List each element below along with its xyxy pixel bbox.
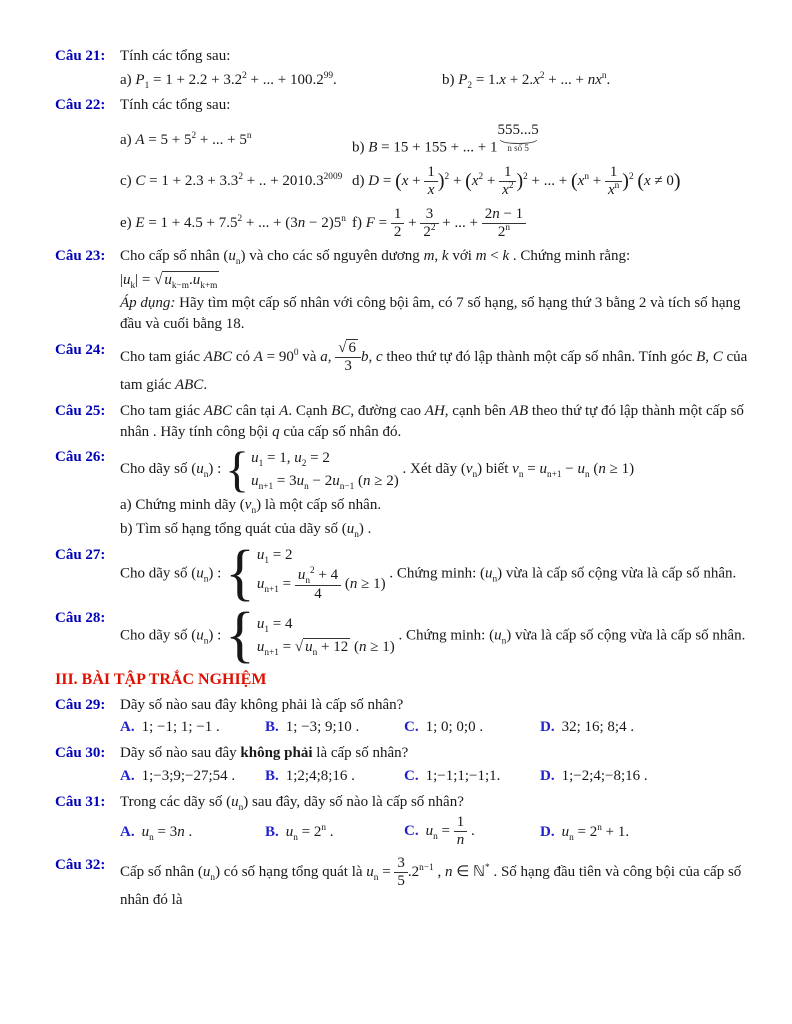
option-31-a [120,822,265,843]
question-23-apply: Áp dụng: Hãy tìm một cấp số nhân với công bội âm, có 7 số hạng, số hạng thứ 3 bằng 2 và tích số hạng đầu và cuối bằng 18. [120,295,741,333]
option-letter-c: C. [404,767,419,784]
formula-23: $|u_k|$ = √ $u_{k-m}.u_{k+m}$ [120,271,218,291]
formula-22f: f) F = $\frac{1}{2}$ + $\frac{3}{2^2}$ + ... + $\frac{2n - 1}{2^n}$ [352,206,752,242]
question-21-body [120,46,752,90]
formula-22c: c) $C = 1 + 2.3 + 3.3^2$ + .. + $2010.3^{2009}$ [120,172,343,190]
question-31-body [120,792,752,850]
option-30-a [120,766,265,787]
question-22-text: Tính các tổng sau: [120,97,231,114]
option-value-c: 1; 0; 0;0 . [425,719,484,736]
option-value-b: 1;2;4;8;16 . [285,767,355,784]
question-32-label: Câu 32: [55,856,106,873]
question-21-text: Tính các tổng sau: [120,48,231,64]
option-value-a: 1;−3;9;−27;54 . [141,767,236,784]
option-31-b [265,822,404,843]
question-27-label: Câu 27: [55,546,106,563]
question-24-label: Câu 24: [55,341,106,358]
question-32-text: Cấp số nhân $(u_n)$ có số hạng tổng quát là $u_n$ = $\frac{3}{5}$ $.2^{n-1}$ , n ∈ ℕ* . Số hạng đầu tiên và công bội của cấp số nhân đó là [120,854,742,909]
question-26-body [120,441,752,540]
question-23-label: Câu 23: [55,248,106,264]
question-27-body [120,538,752,607]
question-31 [55,792,752,850]
question-25-body [120,401,752,442]
option-value-c: $u_n$ = $\frac{1}{n}$ . [425,814,475,849]
question-22-row-cd [120,164,752,200]
question-24-body [120,340,752,396]
question-21-label: Câu 21: [55,48,106,64]
option-29-d [540,717,752,738]
formula-21b: b) $P_2 = 1.x + 2.x^2$ + ... + $nx^n$. [442,70,611,91]
question-29-body [120,695,752,738]
option-value-b: 1; −3; 9;10 . [285,719,360,736]
question-31-text: Trong các dãy số $(u_n)$ sau đây, dãy số nào là cấp số nhân? [120,793,464,813]
question-22-row-ab [120,122,752,158]
question-28-label: Câu 28: [55,609,106,626]
formula-21a: a) $P_1 = 1 + 2.2 + 3.2^2$ + ... + $100.2^{99}$. [120,70,337,91]
option-value-d: 1;−2;4;−8;16 . [561,767,648,784]
question-23-text: Cho cấp số nhân $(u_n)$ và cho các số nguyên dương m, k với m < k . Chứng minh rằng: [120,248,631,267]
question-23 [55,246,752,335]
question-24 [55,340,752,396]
question-31-options [120,814,752,850]
question-21-formula-row [120,70,752,91]
option-letter-b: B. [265,767,279,784]
option-letter-c: C. [404,823,419,840]
question-28-text: Cho dãy số $(u_n)$ : { $u_1 = 4$ $u_{n+1}$ = √ $u_n + 12$ (n ≥ 1) . Chứng minh: $(u_n)$ vừa là cấp số cộng vừa là cấp số nhân. [120,600,746,669]
question-25-label: Câu 25: [55,402,106,419]
option-29-a [120,717,265,738]
question-30 [55,743,752,786]
question-23-body [120,246,752,335]
option-29-b [265,717,404,738]
question-30-options [120,766,752,787]
formula-22a: a) $A = 5 + 5^2$ + ... + $5^n$ [120,130,252,148]
question-22-body [120,95,752,241]
option-value-a: 1; −1; 1; −1 . [141,719,220,736]
question-27-text: Cho dãy số $(u_n)$ : { $u_1 = 2$ $u_{n+1}$ = $\frac{u_n^2 + 4}{4}$ (n ≥ 1) . Chứng minh: $(u_n)$ vừa là cấp số cộng vừa là cấp số nhân. [120,538,737,607]
question-30-label: Câu 30: [55,745,106,762]
question-29-text: Dãy số nào sau đây không phải là cấp số nhân? [120,696,404,713]
option-letter-b: B. [265,823,279,840]
question-22-label: Câu 22: [55,97,106,114]
question-26-part-a: a) Chứng minh dãy $(v_n)$ là một cấp số nhân. [120,497,382,517]
option-letter-d: D. [540,719,555,736]
question-21 [55,46,752,90]
option-letter-c: C. [404,719,419,736]
option-value-a: $u_n = 3n$ . [141,823,193,843]
option-value-b: $u_n = 2^n$ . [285,822,334,843]
option-29-c [404,717,540,738]
option-letter-a: A. [120,823,135,840]
option-31-c [404,814,540,850]
question-28 [55,600,752,669]
option-letter-a: A. [120,719,135,736]
option-letter-d: D. [540,767,555,784]
question-32-body [120,855,752,911]
question-32 [55,855,752,911]
question-27 [55,538,752,607]
option-value-d: $u_n = 2^n + 1$. [561,822,630,843]
question-26-label: Câu 26: [55,449,106,466]
question-22-row-ef [120,206,752,242]
question-29 [55,695,752,738]
question-28-body [120,600,752,669]
question-22 [55,95,752,241]
question-30-body [120,743,752,786]
option-31-d [540,822,752,843]
formula-22b: b) B = 15 + 155 + ... + 1 555...5 n số 5 [352,122,539,156]
option-letter-a: A. [120,767,135,784]
section-header: III. BÀI TẬP TRẮC NGHIỆM [55,670,267,688]
question-26-part-b: b) Tìm số hạng tổng quát của dãy số $(u_n)$ . [120,521,372,540]
question-31-label: Câu 31: [55,793,106,810]
option-value-c: 1;−1;1;−1;1. [425,767,501,784]
question-29-options [120,717,752,738]
question-30-text: Dãy số nào sau đây không phải là cấp số nhân? [120,745,409,762]
question-24-text: Cho tam giác ABC có $A = 90^0$ và a, $\frac{√ 6}{3}$ b, c theo thứ tự đó lập thành một cấp số nhân. Tính góc B, C của tam giác ABC. [120,339,748,394]
option-30-b [265,766,404,787]
option-letter-d: D. [540,823,555,840]
option-letter-b: B. [265,719,279,736]
option-value-d: 32; 16; 8;4 . [561,719,635,736]
question-29-label: Câu 29: [55,696,106,713]
question-25-text: Cho tam giác ABC cân tại A. Cạnh BC, đường cao AH, cạnh bên AB theo thứ tự đó lập thành một cấp số nhân . Hãy tính công bội q của cấp số nhân đó. [120,402,744,440]
formula-22d: d) D = (x + $\frac{1}{x}$ )$^2 + (x^2$ + $\frac{1}{x^2}$ )$^2$ + ... + ($x^n$ + $\frac{1}{x^n}$ )$^2$ (x ≠ 0) [352,164,681,199]
option-30-d [540,766,752,787]
question-26-text: Cho dãy số $(u_n)$ : { $u_1 = 1$, $u_2 = 2$ $u_{n+1} = 3u_n - 2u_{n-1}$ (n ≥ 2) . Xét dãy $(v_n)$ biết $v_n = u_{n+1} - u_n$ (n ≥ 1) [120,441,635,498]
question-26 [55,441,752,540]
option-30-c [404,766,540,787]
question-25 [55,401,752,442]
formula-22e: e) $E = 1 + 4.5 + 7.5^2$ + ... + $(3n - 2)5^n$ [120,213,346,231]
